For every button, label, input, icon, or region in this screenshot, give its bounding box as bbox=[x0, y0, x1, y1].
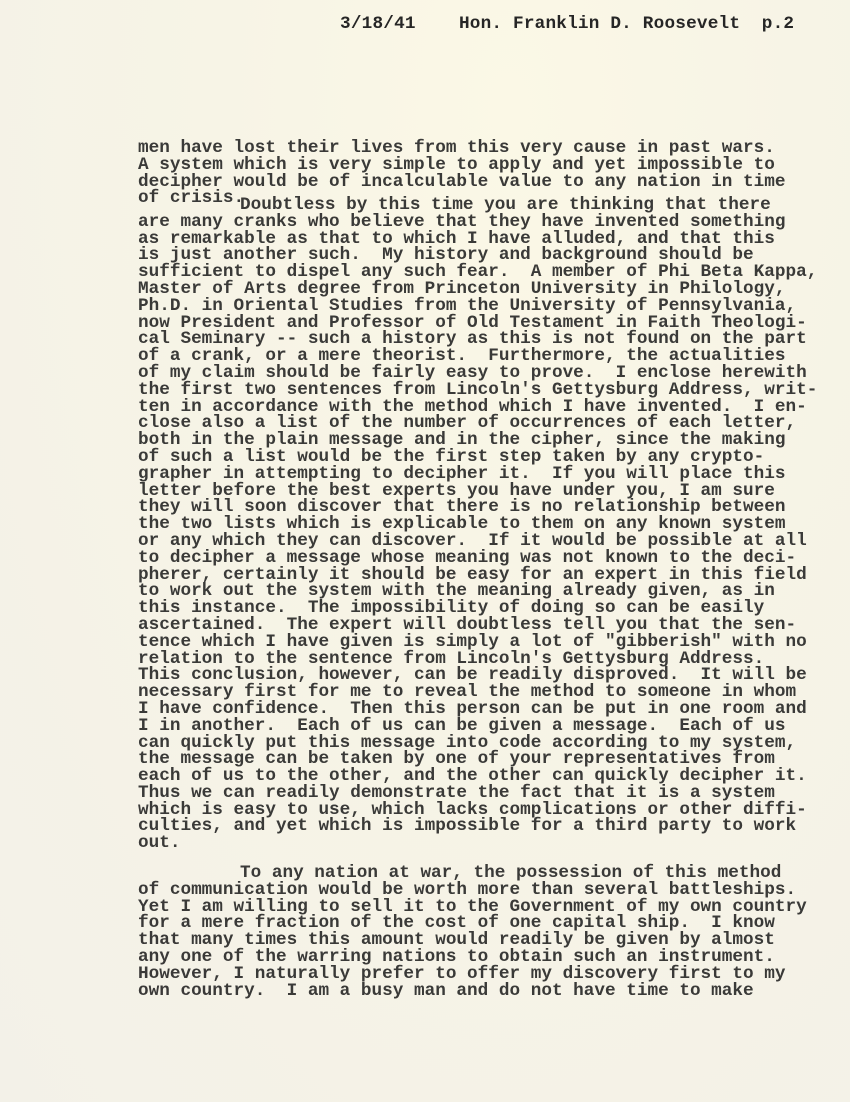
text-line: of communication would be worth more than several battleships. bbox=[138, 879, 797, 900]
text-line: letter before the best experts you have under you, I am sure bbox=[138, 480, 775, 501]
text-line: to decipher a message whose meaning was not known to the deci- bbox=[138, 547, 797, 568]
text-line: sufficient to dispel any such fear. A member of Phi Beta Kappa, bbox=[138, 262, 818, 283]
text-line: decipher would be of incalculable value to any nation in time bbox=[138, 171, 786, 192]
text-line: for a mere fraction of the cost of one capital ship. I know bbox=[138, 913, 775, 934]
text-line: own country. I am a busy man and do not have time to make bbox=[138, 980, 754, 1001]
text-line: which is easy to use, which lacks complications or other diffi- bbox=[138, 799, 807, 820]
text-line: both in the plain message and in the cipher, since the making bbox=[138, 430, 786, 451]
text-line: Yet I am willing to sell it to the Government of my own country bbox=[138, 896, 807, 917]
text-line: Doubtless by this time you are thinking that there bbox=[240, 195, 771, 215]
text-line: However, I naturally prefer to offer my discovery first to my bbox=[138, 963, 786, 984]
text-line: any one of the warring nations to obtain such an instrument. bbox=[138, 946, 775, 967]
text-line: of crisis. bbox=[138, 188, 245, 209]
text-line: the message can be taken by one of your representatives from bbox=[138, 749, 775, 770]
text-line: of a crank, or a mere theorist. Furthermore, the actualities bbox=[138, 346, 786, 367]
text-line: they will soon discover that there is no relationship between bbox=[138, 497, 786, 518]
text-line: or any which they can discover. If it would be possible at all bbox=[138, 530, 807, 551]
text-line: pherer, certainly it should be easy for an expert in this field bbox=[138, 564, 807, 585]
text-line: Ph.D. in Oriental Studies from the University of Pennsylvania, bbox=[138, 295, 797, 316]
text-line: This conclusion, however, can be readily disproved. It will be bbox=[138, 665, 807, 686]
text-line: of my claim should be fairly easy to prove. I enclose herewith bbox=[138, 362, 807, 383]
text-line: tence which I have given is simply a lot of "gibberish" with no bbox=[138, 631, 807, 652]
text-line: as remarkable as that to which I have alluded, and that this bbox=[138, 228, 775, 249]
page-header bbox=[340, 14, 794, 34]
text-line: the first two sentences from Lincoln's Gettysburg Address, writ- bbox=[138, 379, 818, 400]
text-line: that many times this amount would readily be given by almost bbox=[138, 930, 775, 951]
paragraph-2 bbox=[138, 197, 817, 852]
text-line: each of us to the other, and the other can quickly decipher it. bbox=[138, 766, 807, 787]
text-line: I have confidence. Then this person can be put in one room and bbox=[138, 698, 807, 719]
text-line: grapher in attempting to decipher it. If you will place this bbox=[138, 463, 786, 484]
text-line: of such a list would be the first step taken by any crypto- bbox=[138, 446, 765, 467]
text-line: close also a list of the number of occurrences of each letter, bbox=[138, 413, 797, 434]
recipient: Hon. Franklin D. Roosevelt bbox=[458, 14, 741, 34]
text-line: is just another such. My history and background should be bbox=[138, 245, 754, 266]
text-line: I in another. Each of us can be given a message. Each of us bbox=[138, 715, 786, 736]
text-line: Thus we can readily demonstrate the fact that it is a system bbox=[138, 782, 775, 803]
text-line: the two lists which is explicable to them on any known system bbox=[138, 514, 786, 535]
text-line: cal Seminary -- such a history as this is not found on the part bbox=[138, 329, 807, 350]
text-line: can quickly put this message into code according to my system, bbox=[138, 732, 797, 753]
text-line: To any nation at war, the possession of this method bbox=[240, 863, 782, 883]
text-line: Master of Arts degree from Princeton University in Philology, bbox=[138, 278, 786, 299]
paragraph-3 bbox=[138, 865, 807, 999]
text-line: this instance. The impossibility of doing so can be easily bbox=[138, 598, 765, 619]
text-line: A system which is very simple to apply and yet impossible to bbox=[138, 154, 775, 175]
letter-date: 3/18/41 bbox=[340, 14, 416, 34]
text-line: ascertained. The expert will doubtless tell you that the sen- bbox=[138, 614, 797, 635]
text-line: men have lost their lives from this very cause in past wars. bbox=[138, 138, 775, 158]
text-line: necessary first for me to reveal the method to someone in whom bbox=[138, 682, 797, 703]
text-line: to work out the system with the meaning already given, as in bbox=[138, 581, 775, 602]
text-line: culties, and yet which is impossible for a third party to work bbox=[138, 816, 797, 837]
text-line: out. bbox=[138, 833, 181, 854]
text-line: now President and Professor of Old Testament in Faith Theologi- bbox=[138, 312, 807, 333]
text-line: ten in accordance with the method which I have invented. I en- bbox=[138, 396, 807, 417]
text-line: relation to the sentence from Lincoln's Gettysburg Address. bbox=[138, 648, 765, 669]
page-number: p.2 bbox=[761, 14, 795, 34]
text-line: are many cranks who believe that they have invented something bbox=[138, 211, 786, 232]
